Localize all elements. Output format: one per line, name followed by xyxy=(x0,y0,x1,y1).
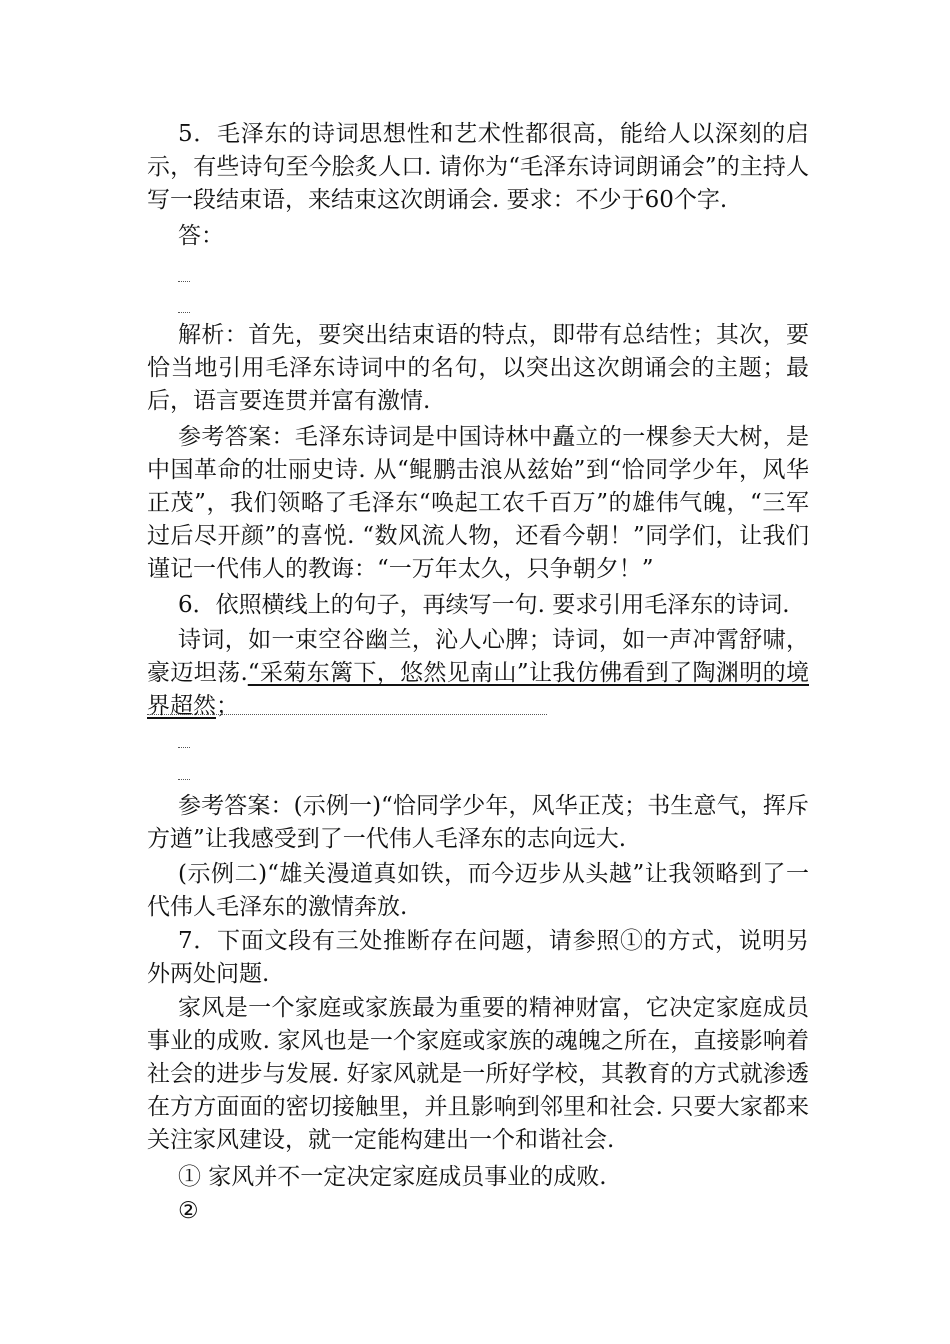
q6-stem-underlined: “采菊东篱下，悠然见南山”让我仿佛看到了陶渊明的境界超然 xyxy=(147,660,809,719)
answer-blank-line xyxy=(178,747,190,748)
q5-question: 5．毛泽东的诗词思想性和艺术性都很高，能给人以深刻的启示，有些诗句至今脍炙人口. 请你为“毛泽东诗词朗诵会”的主持人写一段结束语，来结束这次朗诵会. 要求：不少于60个字. xyxy=(147,121,809,213)
q6-reference-answer-2: (示例二)“雄关漫道真如铁，而今迈步从头越”让我领略到了一代伟人毛泽东的激情奔放. xyxy=(147,861,809,920)
q6-stem-lead: 诗词，如一束空谷幽兰，沁人心脾；诗词，如一声冲霄舒啸，豪迈坦荡. xyxy=(147,627,809,686)
answer-blank-line xyxy=(178,281,190,282)
fill-in-line xyxy=(147,714,547,715)
q5-reference-answer: 参考答案：毛泽东诗词是中国诗林中矗立的一棵参天大树，是中国革命的壮丽史诗. 从“鲲鹏击浪从兹始”到“恰同学少年，风华正茂”，我们领略了毛泽东“唤起工农千百万”的雄伟气魄，“三军过后尽开颜”的喜悦. “数风流人物，还看今朝！”同学们，让我们谨记一代伟人的教诲：“一万年太久，只争朝夕！” xyxy=(147,424,809,582)
q7-item-1: ① 家风并不一定决定家庭成员事业的成败. xyxy=(178,1164,607,1190)
q6-question: 6．依照横线上的句子，再续写一句. 要求引用毛泽东的诗词. xyxy=(178,592,790,618)
q6-stem xyxy=(147,624,809,723)
q7-question: 7．下面文段有三处推断存在问题，请参照①的方式，说明另外两处问题. xyxy=(147,928,809,987)
answer-blank-line xyxy=(178,312,190,313)
answer-blank-line xyxy=(178,779,190,780)
q6-stem-end: ； xyxy=(216,693,239,719)
q6-reference-answer-1: 参考答案：(示例一)“恰同学少年，风华正茂；书生意气，挥斥方遒”让我感受到了一代伟人毛泽东的志向远大. xyxy=(147,793,809,852)
q7-passage: 家风是一个家庭或家族最为重要的精神财富，它决定家庭成员事业的成败. 家风也是一个家庭或家族的魂魄之所在，直接影响着社会的进步与发展. 好家风就是一所好学校，其教育的方式就渗透在方方面面的密切接触里，并且影响到邻里和社会. 只要大家都来关注家风建设，就一定能构建出一个和谐社会. xyxy=(147,995,809,1153)
q5-analysis: 解析：首先，要突出结束语的特点，即带有总结性；其次，要恰当地引用毛泽东诗词中的名句，以突出这次朗诵会的主题；最后，语言要连贯并富有激情. xyxy=(147,322,809,414)
q5-answer-label: 答： xyxy=(178,223,224,249)
q7-item-2: ② xyxy=(178,1198,199,1224)
